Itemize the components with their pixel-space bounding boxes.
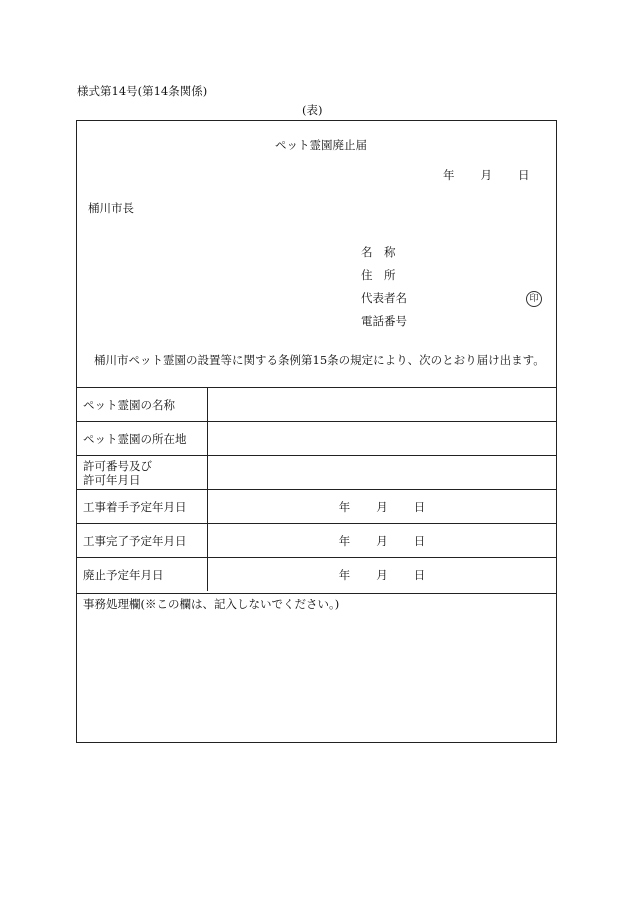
side-label: (表) — [302, 103, 323, 117]
cemetery-name-label: ペット霊園の名称 — [83, 397, 175, 412]
row-label: 工事着手予定年月日 — [77, 490, 208, 524]
form-table — [77, 387, 556, 591]
submission-date — [443, 167, 530, 183]
applicant-address-label: 住 所 — [361, 268, 396, 282]
table-row — [77, 524, 556, 558]
closure-date-field[interactable]: 年 月 日 — [208, 558, 557, 592]
table-row — [77, 490, 556, 524]
applicant-phone-label: 電話番号 — [361, 314, 407, 328]
row-label: 廃止予定年月日 — [77, 558, 208, 592]
permit-number-date-field[interactable] — [208, 456, 557, 490]
applicant-name-label: 名 称 — [361, 245, 396, 259]
cemetery-location-field[interactable] — [208, 422, 557, 456]
applicant-representative-label: 代表者名 — [361, 291, 407, 305]
table-row — [77, 422, 556, 456]
addressee: 桶川市長 — [88, 201, 134, 215]
row-label — [77, 456, 208, 490]
form-title: ペット霊園廃止届 — [275, 138, 367, 152]
table-row — [77, 388, 556, 422]
month-label: 月 — [480, 168, 492, 182]
permit-label-line1: 許可番号及び — [83, 458, 152, 473]
form-reference: 様式第14号(第14条関係) — [77, 84, 208, 98]
row-label: 工事完了予定年月日 — [77, 524, 208, 558]
construction-end-date-field[interactable]: 年 月 日 — [208, 524, 557, 558]
cemetery-name-field[interactable] — [208, 388, 557, 422]
row-label — [77, 388, 208, 422]
office-use-label: 事務処理欄(※この欄は、記入しないでください。) — [83, 597, 340, 611]
construction-start-date-field[interactable]: 年 月 日 — [208, 490, 557, 524]
day-label: 日 — [518, 168, 530, 182]
declaration-text: 桶川市ペット霊園の設置等に関する条例第15条の規定により、次のとおり届け出ます。 — [94, 353, 545, 367]
seal-icon: 印 — [526, 291, 542, 307]
permit-label-line2: 許可年月日 — [83, 472, 141, 487]
year-label: 年 — [443, 168, 455, 182]
row-label: ペット霊園の所在地 — [77, 422, 208, 456]
table-row — [77, 558, 556, 592]
table-row — [77, 456, 556, 490]
form-frame — [76, 120, 557, 743]
office-use-section — [77, 593, 556, 743]
